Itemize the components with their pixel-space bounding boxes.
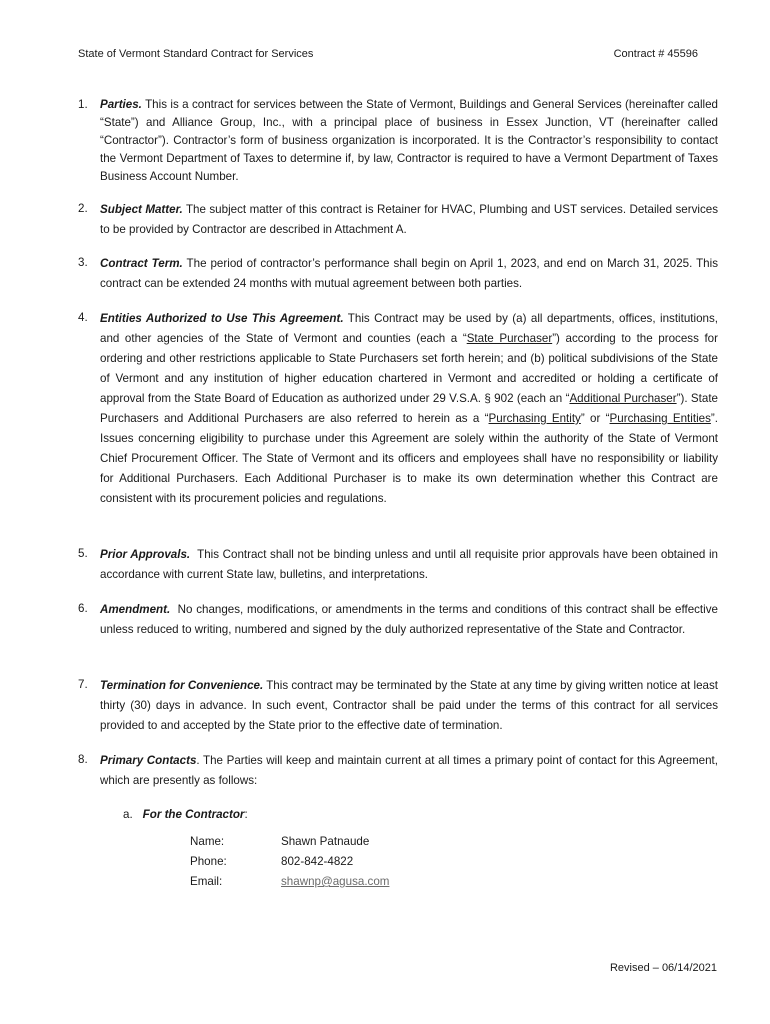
defined-term-additional-purchaser: Additional Purchaser — [569, 392, 677, 405]
phone-label: Phone: — [190, 855, 227, 868]
section-text: This Contract may be used by (a) all departments, offices, institutions, and other agencies of the State of Vermont and counties (each a “ — [100, 312, 718, 345]
section-contract-term — [78, 254, 718, 294]
email-label: Email: — [190, 875, 223, 888]
section-title: Entities Authorized to Use This Agreement. — [100, 312, 344, 325]
subsection-title: For the Contractor — [142, 808, 245, 821]
section-text: This contract may be terminated by the State at any time by giving written notice at least thirty (30) days in advance. In such event, Contractor shall be paid under the terms of this contract for all services provided to and accepted by the State prior to the effective date of termination. — [100, 679, 718, 732]
section-number: 4. — [78, 311, 88, 324]
document-title: State of Vermont Standard Contract for Services — [78, 48, 314, 60]
section-text: The period of contractor’s performance shall begin on April 1, 2023, and end on March 31, 2025. This contract can be extended 24 months with mutual agreement between both parties. — [100, 257, 719, 290]
section-number: 2. — [78, 202, 88, 215]
section-primary-contacts — [78, 751, 718, 791]
section-number: 6. — [78, 602, 88, 615]
section-number: 7. — [78, 678, 88, 691]
contact-phone: 802-842-4822 — [281, 855, 354, 868]
subsection-letter: a. — [123, 808, 133, 821]
section-title: Termination for Convenience. — [100, 679, 264, 692]
section-text: No changes, modifications, or amendments in the terms and conditions of this contract shall be effective unless reduced to writing, numbered and signed by the duly authorized representative of the State and Contractor. — [100, 603, 718, 636]
section-title: Parties. — [100, 98, 142, 111]
revision-date: Revised – 06/14/2021 — [609, 962, 717, 974]
section-title: Prior Approvals. — [100, 548, 191, 561]
section-title: Amendment. — [100, 603, 171, 616]
contract-number: Contract # 45596 — [613, 48, 698, 60]
contact-phone-row — [190, 852, 510, 872]
section-amendment — [78, 600, 718, 640]
name-label: Name: — [190, 835, 225, 848]
section-number: 5. — [78, 547, 88, 560]
defined-term-purchasing-entity: Purchasing Entity — [488, 412, 581, 425]
section-number: 1. — [78, 98, 88, 111]
section-termination — [78, 676, 718, 736]
section-parties — [78, 96, 718, 186]
contact-name-row — [190, 832, 510, 852]
section-prior-approvals — [78, 545, 718, 585]
subsection-contractor: a. For the Contractor: — [123, 808, 248, 821]
section-title: Primary Contacts — [100, 754, 197, 767]
contact-email-row — [190, 872, 510, 892]
defined-term-purchasing-entities: Purchasing Entities — [609, 412, 711, 425]
section-text: This is a contract for services between the State of Vermont, Buildings and General Services (hereinafter called “State”) and Alliance Group, Inc., with a principal place of business in Essex Junction, VT (hereinafter called “Contractor”). Contractor’s form of business organization is incorporated. It is the Contractor’s responsibility to contact the Vermont Department of Taxes to determine if, by law, Contractor is required to have a Vermont Department of Taxes Business Account Number. — [100, 98, 719, 183]
section-title: Contract Term. — [100, 257, 183, 270]
section-number: 3. — [78, 256, 88, 269]
contact-name: Shawn Patnaude — [281, 835, 370, 848]
section-text: This Contract shall not be binding unless and until all requisite prior approvals have been obtained in accordance with current State law, bulletins, and interpretations. — [100, 548, 718, 581]
contractor-contact-block — [190, 832, 510, 892]
section-text: . The Parties will keep and maintain current at all times a primary point of contact for this Agreement, which are presently as follows: — [100, 754, 718, 787]
defined-term-state-purchaser: State Purchaser — [466, 332, 553, 345]
section-text: The subject matter of this contract is Retainer for HVAC, Plumbing and UST services. Detailed services to be provided by Contractor are described in Attachment A. — [100, 203, 718, 236]
section-subject-matter — [78, 200, 718, 240]
section-title: Subject Matter. — [100, 203, 183, 216]
contact-email-link[interactable]: shawnp@agusa.com — [281, 875, 390, 888]
page-header — [78, 48, 698, 64]
section-entities-authorized: 4. Entities Authorized to Use This Agreement. This Contract may be used by (a) all departments, offices, institutions, and other agencies of the State of Vermont and counties (each a “State Purchaser”) according to the process for ordering and other restrictions applicable to State Purchasers set forth herein; and (b) political subdivisions of the State of Vermont and any institution of higher education chartered in Vermont and accredited or holding a certificate of approval from the State Board of Education as authorized under 29 V.S.A. § 902 (each an “Additional Purchaser”). State Purchasers and Additional Purchasers are also referred to herein as a “Purchasing Entity” or “Purchasing Entities”. Issues concerning eligibility to purchase under this Agreement are solely within the authority of the State of Vermont Chief Procurement Officer. The State of Vermont and its officers and employees shall have no responsibility or liability for Additional Purchasers. Each Additional Purchaser is to make its own determination whether this Contract are consistent with its procurement policies and regulations. — [78, 311, 718, 505]
section-number: 8. — [78, 753, 88, 766]
